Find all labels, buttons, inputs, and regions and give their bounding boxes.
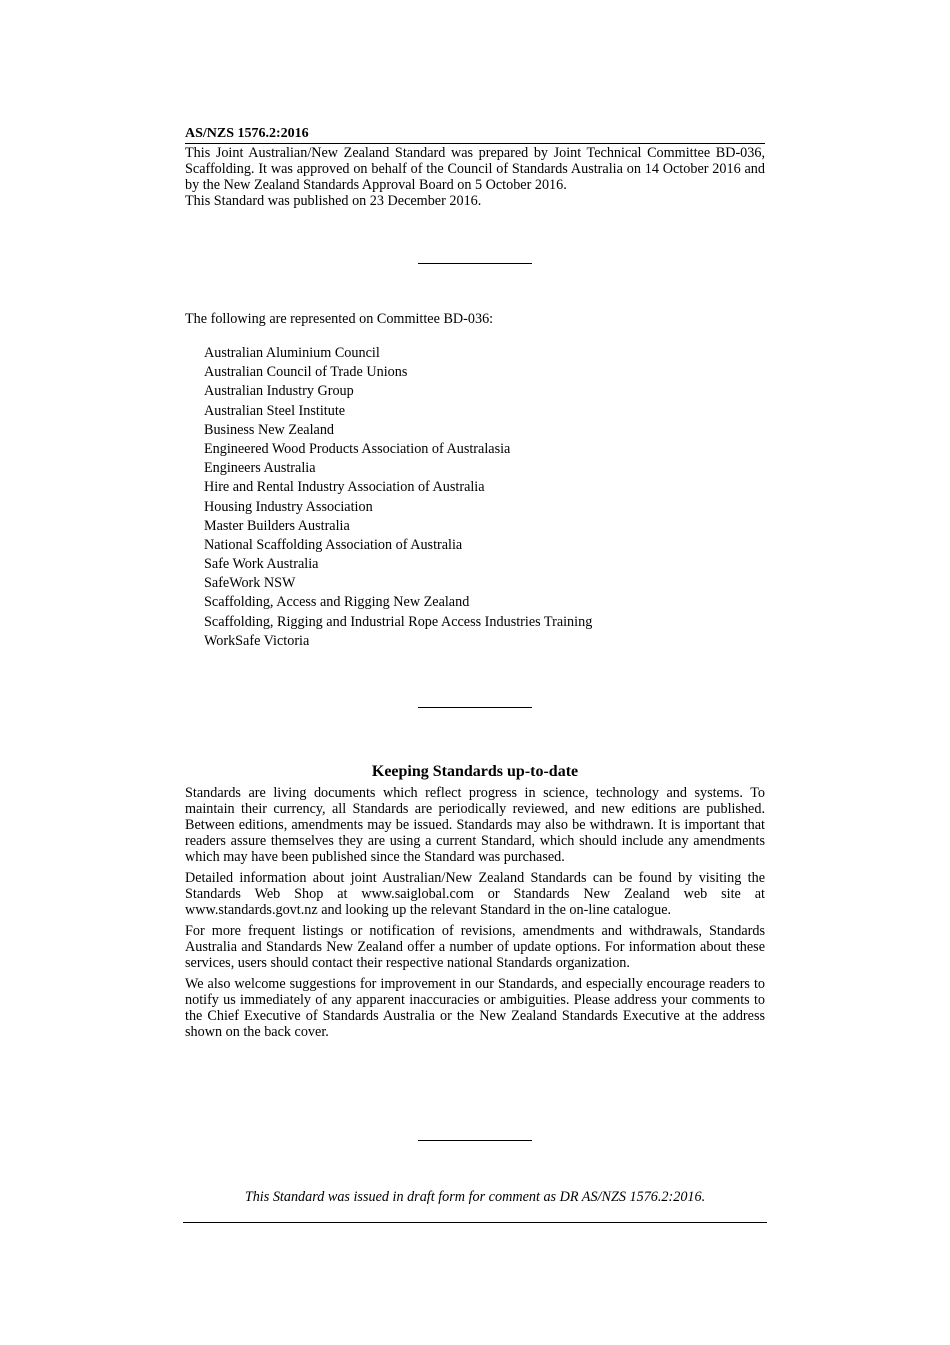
- committee-member: Master Builders Australia: [204, 517, 350, 534]
- committee-member: Safe Work Australia: [204, 556, 319, 573]
- preparation-text: This Joint Australian/New Zealand Standard was prepared by Joint Technical Committee BD-036, Scaffolding. It was approved on behalf of the Council of Standards Australia on 14 October 2016 and by the New Zealand Standards Approval Board on 5 October 2016.: [185, 145, 765, 193]
- body-paragraph: Detailed information about joint Australian/New Zealand Standards can be found by visiting the Standards Web Shop at www.saiglobal.com or Standards New Zealand web site at www.standards.govt.nz and looking up the relevant Standard in the on-line catalogue.: [185, 870, 765, 918]
- committee-member-list: [204, 344, 592, 651]
- body-paragraph: For more frequent listings or notification of revisions, amendments and withdrawals, Standards Australia and Standards New Zealand offer a number of update options. For information about these services, users should contact their respective national Standards organization.: [185, 923, 765, 971]
- committee-member: Housing Industry Association: [204, 498, 373, 515]
- committee-member: National Scaffolding Association of Australia: [204, 536, 463, 553]
- committee-member: WorkSafe Victoria: [204, 632, 310, 649]
- section-divider: [418, 263, 532, 264]
- committee-member: Business New Zealand: [204, 421, 335, 438]
- committee-member: SafeWork NSW: [204, 575, 296, 592]
- standard-id: AS/NZS 1576.2:2016: [185, 126, 765, 144]
- committee-member: Engineers Australia: [204, 460, 316, 477]
- section-divider: [418, 1140, 532, 1141]
- committee-member: Scaffolding, Access and Rigging New Zealand: [204, 594, 470, 611]
- publication-text: This Standard was published on 23 December 2016.: [185, 193, 482, 209]
- committee-member: Australian Industry Group: [204, 383, 354, 400]
- committee-member: Australian Council of Trade Unions: [204, 364, 408, 381]
- section-divider: [418, 707, 532, 708]
- body-paragraph: We also welcome suggestions for improvement in our Standards, and especially encourage readers to notify us immediately of any apparent inaccuracies or ambiguities. Please address your comments to the Chief Executive of Standards Australia or the New Zealand Standards Executive at the address shown on the back cover.: [185, 976, 765, 1040]
- keeping-up-to-date-heading: Keeping Standards up-to-date: [371, 763, 579, 780]
- draft-note: This Standard was issued in draft form for comment as DR AS/NZS 1576.2:2016.: [244, 1189, 706, 1205]
- body-paragraph: Standards are living documents which reflect progress in science, technology and systems. To maintain their currency, all Standards are periodically reviewed, and new editions are published. Between editions, amendments may be issued. Standards may also be withdrawn. It is important that readers assure themselves they are using a current Standard, which should include any amendments which may have been published since the Standard was purchased.: [185, 785, 765, 865]
- footer-rule: [183, 1222, 767, 1223]
- committee-member: Hire and Rental Industry Association of Australia: [204, 479, 485, 496]
- committee-member: Engineered Wood Products Association of Australasia: [204, 440, 511, 457]
- committee-member: Scaffolding, Rigging and Industrial Rope Access Industries Training: [204, 613, 593, 630]
- keeping-up-to-date-body: [185, 785, 765, 1045]
- preparation-block: [185, 145, 765, 209]
- committee-member: Australian Aluminium Council: [204, 345, 380, 361]
- committee-member: Australian Steel Institute: [204, 402, 346, 419]
- committee-intro: The following are represented on Committee BD-036:: [185, 311, 494, 327]
